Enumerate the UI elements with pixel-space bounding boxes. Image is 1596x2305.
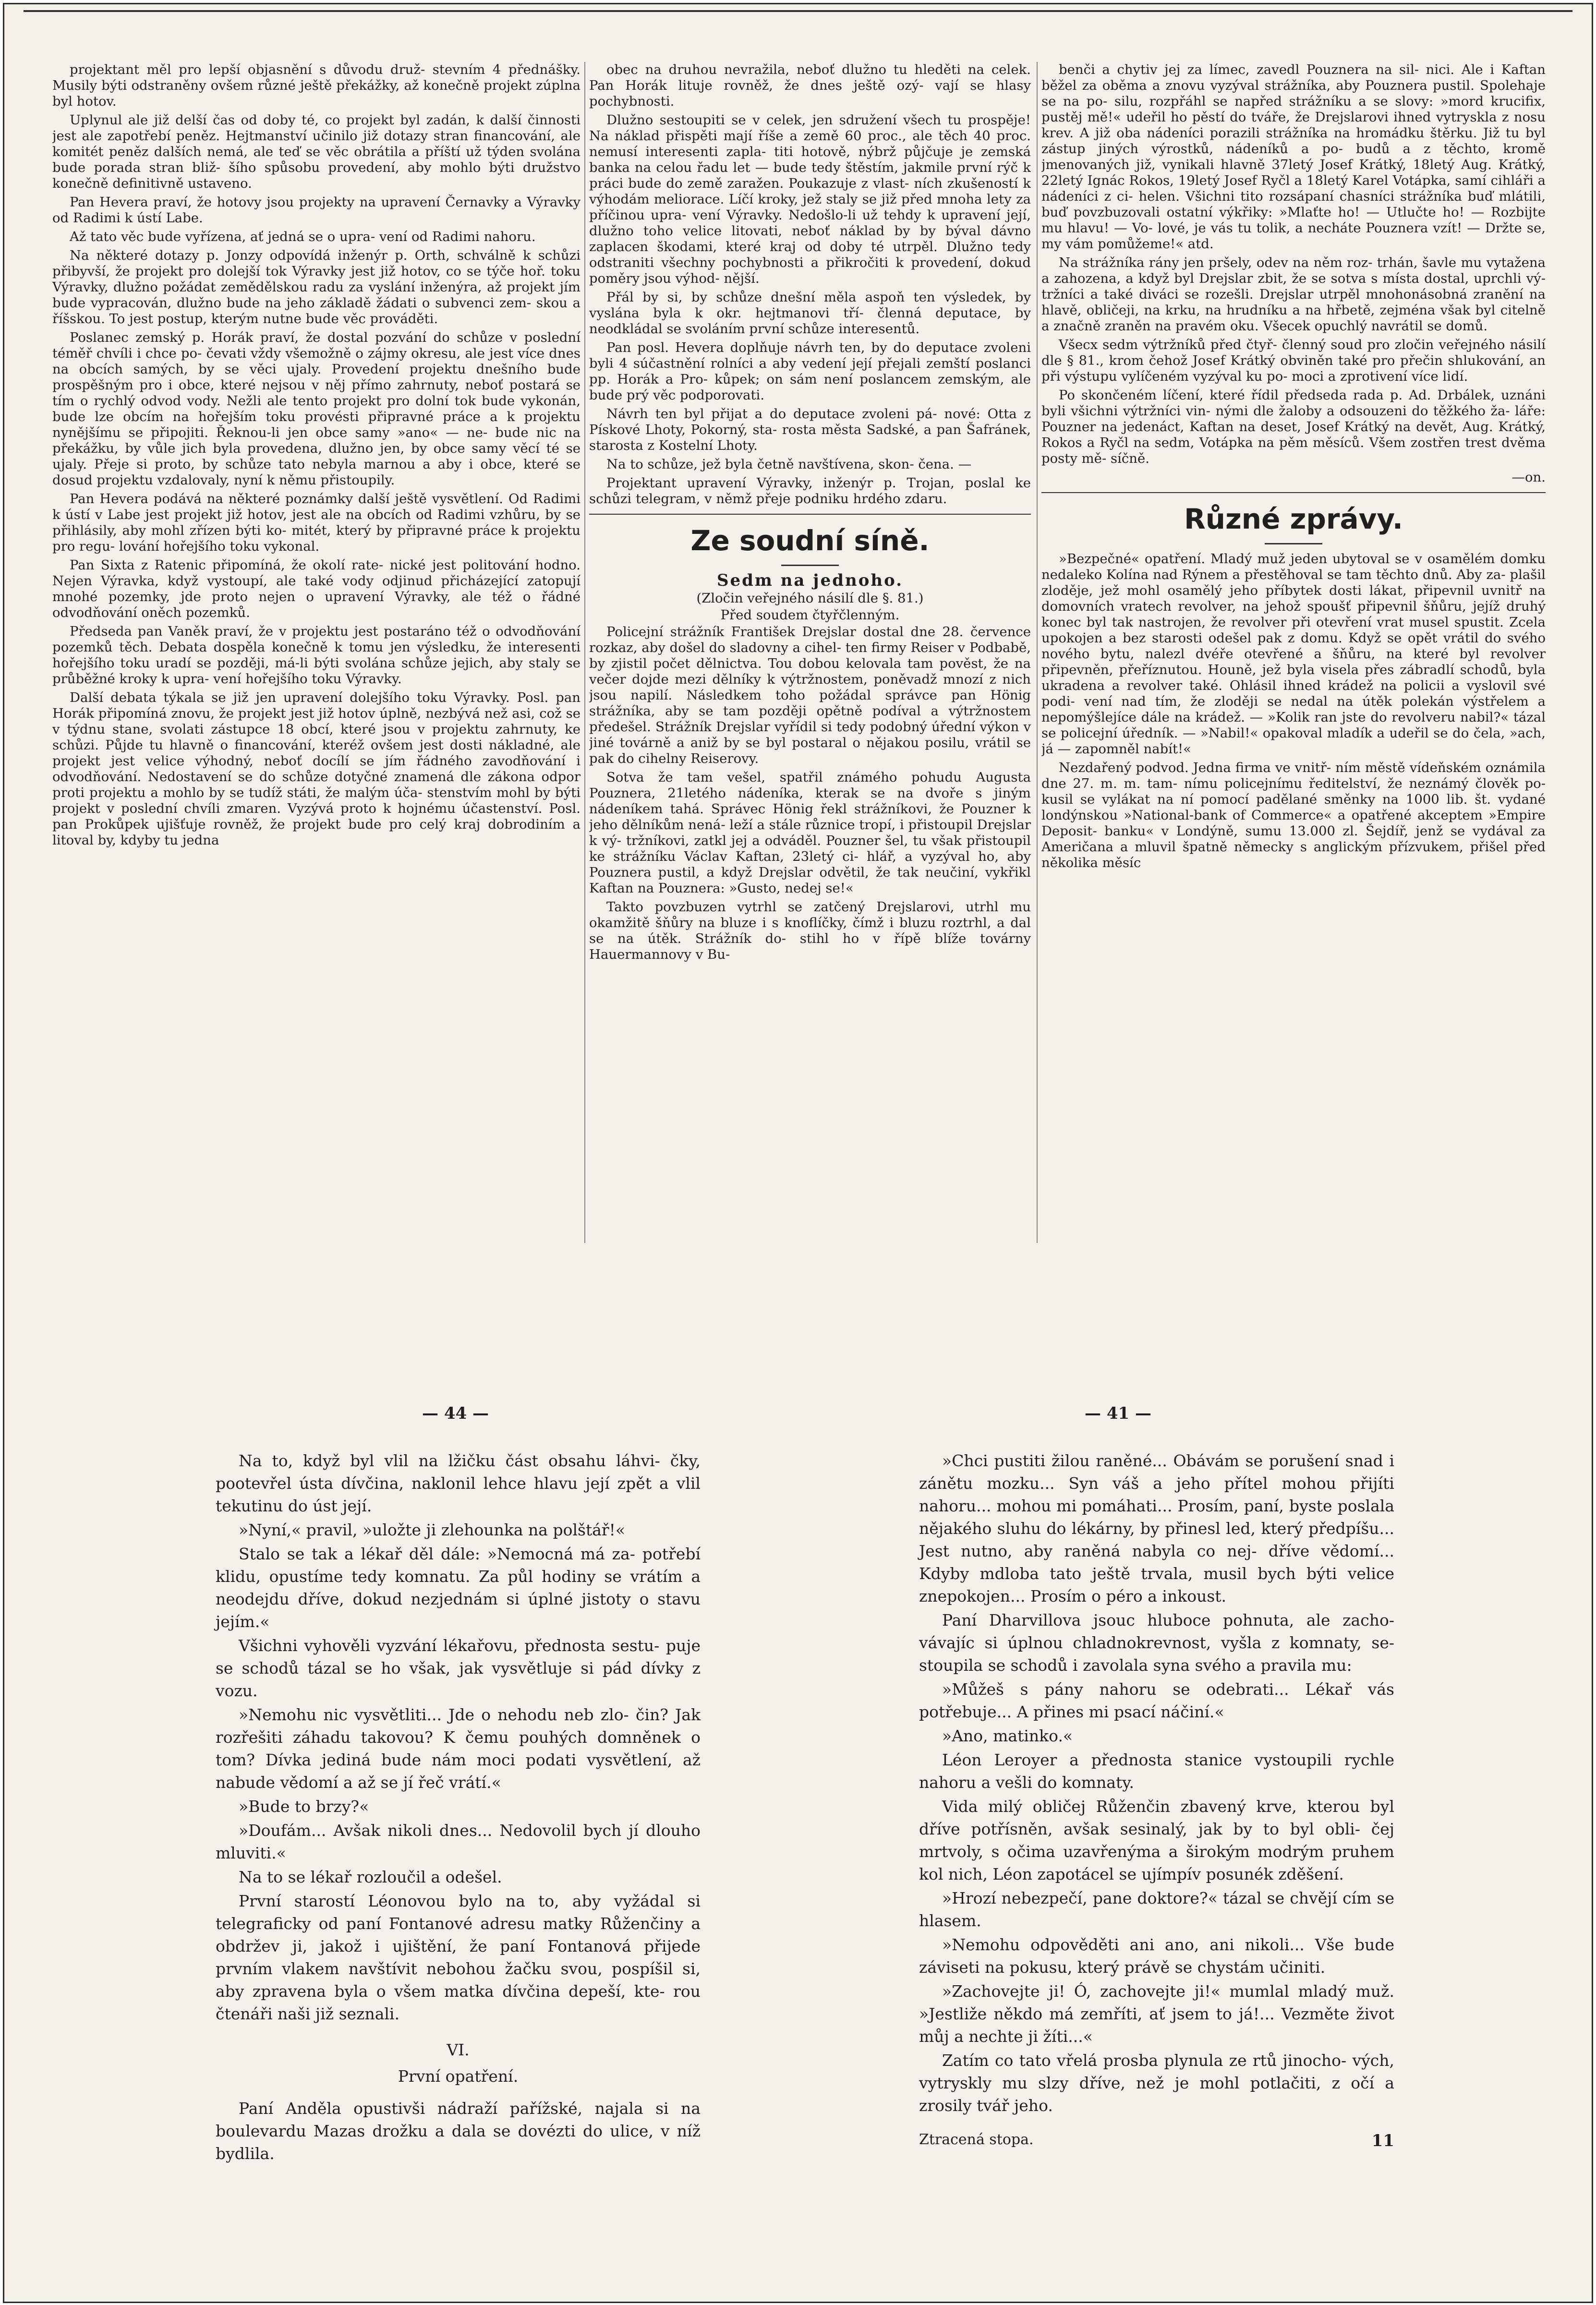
- paragraph: Zatím co tato vřelá prosba plynula ze rtů jinocho- vých, vytryskly mu slzy dříve, než je mohl potlačiti, z očí a zrosily tvář jeho.: [919, 2051, 1394, 2115]
- section-rule: [1041, 492, 1546, 493]
- paragraph: Stalo se tak a lékař děl dále: »Nemocná má za- potřebí klidu, opustíme tedy komnatu. Za půl hodiny se vrátím a neodejdu dříve, dokud nezjednám si úplné jistoty o stavu jejím.«: [216, 1545, 701, 1631]
- paragraph: benči a chytiv jej za límec, zavedl Pouznera na sil- nici. Ale i Kaftan běžel za oběma a znovu vyzýval strážníka, aby Pouznera pustil. Spolehaje se na po- silu, rozpřáhl se napřed strážníku a se slovy: »mord krucifix, pustěj mě!« udeřil ho pěstí do tváře, že Drejslarovi ihned vytryskla z nosu krev. A již oba nádeníci porazili strážníka na hromádku štěrku. Již tu byl zástup jiných výrostků, nádeníků a po- budů a z těchto, kromě jmenovaných již, vynikali hlavně 37letý Josef Krátký, 18letý Aug. Krátký, 22letý Ignác Rokos, 19letý Josef Ryčl a 18letý Karel Votápka, samí cihláři a nádeníci z ci- helen. Všichni tito rozsápaní chasníci strážníka buď mlátili, buď povzbuzovali ostatní výkřiky: »Mlaťte ho! — Utlučte ho! — Rozbijte mu hlavu! — Vo- lové, je vás tu tolik, a necháte Pouznera vzít! — Držte se, my vám pomůžeme!« atd.: [1041, 62, 1546, 252]
- column-1: [52, 62, 580, 1358]
- paragraph: První starostí Léonovou bylo na to, aby vyžádal si telegraficky od paní Fontanové adresu matky Růženčiny a obdržev ji, jakož i ujištění, že paní Fontanová přijede prvním vlakem navštívit nebohou žačku svou, pospíšil si, aby zpravena byla o všem matka dívčina depeší, kte- rou čtenáři naši již seznali.: [216, 1892, 701, 2023]
- novel-right-page: [919, 1449, 1394, 2118]
- paragraph: Sotva že tam vešel, spatřil známého pohudu Augusta Pouznera, 21letého nádeníka, kterak se na dvoře s jiným nádeníkem tahá. Správec Hönig řekl strážníkovi, že Pouzner k jeho dělníkům nená- leží a stále různice tropí, i přistoupil Drejslar k vý- tržníkovi, zatkl jej a odváděl. Pouzner šel, tu však přistoupil ke strážníku Václav Kaftan, 23letý ci- hlář, a vyzýval ho, aby Pouznera pustil, a když Drejslar odvětil, že tak neučiní, vykřikl Kaftan na Pouznera: »Gusto, nedej se!«: [589, 770, 1031, 896]
- court-section-heading: Ze soudní síně.: [690, 524, 930, 557]
- paragraph: Až tato věc bude vyřízena, ať jedná se o upra- vení od Radimi nahoru.: [70, 229, 536, 244]
- paragraph: »Nemohu odpověděti ani ano, ani nikoli... Vše bude záviseti na pokusu, který právě se chystám učiniti.: [919, 1935, 1394, 1977]
- footer-title: Ztracená stopa.: [919, 2131, 1034, 2148]
- paragraph: projektant měl pro lepší objasnění s důvodu druž- stevním 4 přednášky. Musily býti odstraněny ovšem různé ještě překážky, až konečně projekt zúplna byl hotov.: [52, 62, 580, 109]
- paragraph: »Chci pustiti žilou raněné... Obávám se porušení snad i zánětu mozku... Syn váš a jeho přítel mohou přijíti nahoru... mohou mi pomáhati... Prosím, paní, byste poslala nějakého sluhu do lékárny, by přinesl led, který předpíšu... Jest nutno, aby raněná nabyla co nej- dříve vědomí... Kdyby mdloba tato ještě trvala, musil bych býti velice znepokojen... Prosím o péro a inkoust.: [919, 1451, 1394, 1605]
- paragraph: Vida milý obličej Růženčin zbavený krve, kterou byl dříve potřísněn, avšak sesinalý, jak by to byl obli- čej mrtvoly, s očima uzavřenýma a širokým modrým pruhem kol nich, Léon zapotácel se ujímpív posunék zděšení.: [919, 1797, 1394, 1883]
- paragraph: Pan Sixta z Ratenic připomíná, že okolí rate- nické jest politování hodno. Nejen Výravka, když vystoupí, ale také vody odjinud přicházející zatopují mnohé pozemky, jde proto nejen o upravení Výravky, ale též o řádné odvodňování oněch pozemků.: [52, 557, 580, 620]
- paragraph: Další debata týkala se již jen upravení dolejšího toku Výravky. Posl. pan Horák připomíná znovu, že projekt jest již hotov úplně, nezbývá než asi, což se v týdnu stane, svolati zástupce 18 obcí, které jsou v projektu zahrnuty, ke schůzi. Půjde tu hlavně o financování, kteréž ovšem jest dosti nákladné, ale projekt jest velice výhodný, neboť docílí se jím řádného zavodňování i odvodňování. Nedostavení se do schůze dotyčné znamená dle zákona odpor proti projektu a mohlo by se tudíž státi, že malým úča- stenstvím mohl by býti projekt v poslední chvíli zmaren. Vyzývá proto k hojnému účastenství. Posl. pan Prokůpek ujišťuje rovněž, že projekt bude pro celý kraj dobrodiním a litoval by, kdyby tu jedna: [52, 690, 580, 848]
- paragraph: Na strážníka rány jen pršely, odev na něm roz- trhán, šavle mu vytažena a zahozena, a když byl Drejslar zbit, že se sotva s místa dostal, uprchli vý- tržníci a také diváci se rozešli. Drejslar utrpěl mnohonásobná zranění na hlavě, obličeji, na krku, na hrudníku a na hřbetě, zejména však byl citelně a značně zraněn na pravém oku. Všecek opuchlý navrátil se domů.: [1041, 255, 1546, 334]
- paragraph: »Bude to brzy?«: [239, 1797, 369, 1816]
- page-number-right: — 41 —: [1085, 1404, 1151, 1423]
- crime-line: (Zločin veřejného násilí dle §. 81.): [696, 591, 924, 606]
- paragraph: »Hrozí nebezpečí, pane doktore?« tázal se chvějí cím se hlasem.: [919, 1889, 1394, 1930]
- news-item: Nezdařený podvod. Jedna firma ve vnitř- ním městě vídeňském oznámila dne 27. m. m. tam- nímu policejnímu ředitelství, že neznámý člověk po- kusil se vylákat na ní pomocí padělané směnky na 1000 lib. št. vydané londýnskou »National-bank of Commerce« a opatřené akceptem »Empire Deposit- banku« v Londýně, sumu 13.000 zl. Šejdíř, jenž se vydával za Američana a mluvil špatně německy s anglickým přízvukem, přišel před několika měsíc: [1041, 760, 1546, 870]
- paragraph: Na to schůze, jež byla četně navštívena, skon- čena. —: [606, 457, 972, 472]
- paragraph: Poslanec zemský p. Horák praví, že dostal pozvání do schůze v poslední téměř chvíli i chce po- čevati vždy všemožně o zájmy okresu, ale jest více dnes na obcích samých, by se věci ujaly. Provedení projektu dnešního bude prospěšným pro i obce, které nejsou v něj přímo zahrnuty, neboť postará se tím o rychlý odvod vody. Nežli ale tento projekt pro dolní tok bude vykonán, bude lze obcím na hořejším toku provésti připravné práce a k projektu nynějšímu se připojiti. Řeknou-li jen obce samy »ano« — ne- bude nic na překážku, by vůle jich byla provedena, dlužno jen, by obce samy věcí té se ujaly. Přeje si proto, by schůze tato nebyla marnou a aby i obce, které se dosud projektu vzdalovaly, nyní k němu přistoupily.: [52, 330, 580, 488]
- paragraph: Paní Anděla opustivši nádraží pařížské, najala si na boulevardu Mazas drožku a dala se dovézti do ulice, v níž bydlila.: [216, 2099, 701, 2163]
- paragraph: Pan Hevera praví, že hotovy jsou projekty na upravení Černavky a Výravky od Radimi k ústí Labe.: [52, 194, 580, 226]
- author-signature: —on.: [1511, 470, 1546, 485]
- chapter-number: VI.: [447, 2040, 470, 2059]
- paragraph: »Zachovejte ji! Ó, zachovejte ji!« mumlal mladý muž. »Jestliže někdo má zemříti, ať jsem to já!... Vezměte život můj a nechte ji žíti...«: [919, 1982, 1394, 2046]
- paragraph: Pan posl. Hevera doplňuje návrh ten, by do deputace zvoleni byli 4 súčastnění rolníci a aby vedení její přejali zemští poslanci pp. Horák a Pro- kůpek; on sám není poslancem zemským, ale bude prý věc podporovati.: [589, 340, 1031, 403]
- page-number-left: — 44 —: [422, 1404, 489, 1423]
- novel-left-page: [216, 1449, 701, 2166]
- news-item: »Bezpečné« opatření. Mladý muž jeden ubytoval se v osamělém domku nedaleko Kolína nad Rýnem a přestěhoval se tam těchto dnů. Aby za- plašil zloděje, jež mohl osamělý jeho příbytek dosti lákat, připevnil uvnitř na domovních vratech revolver, na jehož spoušť připevnil šňůru, jejíž druhý konec byl tak nastrojen, že revolver při otevření vrat musel spustit. Zcela upokojen a bez starosti odešel pak z domu. Když se opět vrátil do svého nového bytu, nalezl dvéře otevřené a šňůru, na které byl revolver připevněn, přeříznutou. Houně, jež byla visela přes zábradlí schodů, byla ukradena a revolver také. Ohlásil ihned krádež na policii a vyslovil své podi- vení nad tím, že zloději se nedal na útěk polekán výstřelem a nepomýšlejíce dále na krádež. — »Kolik ran jste do revolveru nabil?« tázal se policejní úředník. — »Nabil!« opakoval mladík a udeřil se do čela, »ach, já — zapomněl nabít!«: [1041, 551, 1546, 757]
- paragraph: Takto povzbuzen vytrhl se zatčený Drejslarovi, utrhl mu okamžitě šňůry na bluze i s knoflíčky, čímž i bluzu roztrhl, a dal se na útěk. Strážník do- stihl ho v řípě blíže továrny Hauermannovy v Bu-: [589, 899, 1031, 962]
- paragraph: »Můžeš s pány nahoru se odebrati... Lékař vás potřebuje... A přines mi psací náčiní.«: [919, 1680, 1394, 1721]
- paragraph: Přál by si, by schůze dnešní měla aspoň ten výsledek, by vyslána byla k okr. hejtmanovi tří- členná deputace, by neodkládal se svoláním první schůze interesentů.: [589, 290, 1031, 337]
- paragraph: Všichni vyhověli vyzvání lékařovu, přednosta sestu- puje se schodů tázal se ho však, jak vysvětluje si pád dívky z vozu.: [216, 1636, 701, 1700]
- newspaper-page: [3, 3, 1593, 2303]
- heading-rule: [1265, 543, 1322, 544]
- article-title: Sedm na jednoho.: [716, 571, 904, 590]
- paragraph: Projektant upravení Výravky, inženýr p. Trojan, poslal ke schůzi telegram, v němž přeje podniku hrdého zdaru.: [589, 475, 1031, 507]
- paragraph: Návrh ten byl přijat a do deputace zvoleni pá- nové: Otta z Pískové Lhoty, Pokorný, sta- rosta města Sadské, a pan Šafránek, starosta z Kostelní Lhoty.: [589, 406, 1031, 453]
- paragraph: Uplynul ale již delší čas od doby té, co projekt byl zadán, k další činnosti jest ale zapotřebí peněz. Hejtmanství učinilo již dotazy stran financování, ale komitét peněz dalších nemá, ale teď se věc obrátila a příští už týden svolána bude porada stran bliž- šího spůsobu provedení, aby mohlo býti družstvo konečně definitivně ustaveno.: [52, 112, 580, 191]
- paragraph: Léon Leroyer a přednosta stanice vystoupili rychle nahoru a vešli do komnaty.: [919, 1750, 1394, 1792]
- paragraph: »Doufám... Avšak nikoli dnes... Nedovolil bych jí dlouho mluviti.«: [216, 1821, 701, 1862]
- section-rule: [589, 514, 1031, 515]
- heading-rule: [781, 565, 839, 566]
- paragraph: Po skončeném líčení, které řídil předseda rada p. Ad. Drbálek, uznáni byli všichni výtržníci vin- nými dle žaloby a odsouzeni do těžkého ža- láře: Pouzner na jedenáct, Kaftan na deset, Josef Krátký na devět, Aug. Krátký, Rokos a Ryčl na sedm, Votápka na pěm měsíců. Všem zostřen trest dvěma posty mě- síčně.: [1041, 387, 1546, 466]
- court-line: Před soudem čtyřčlenným.: [720, 607, 900, 623]
- paragraph: Předseda pan Vaněk praví, že v projektu jest postaráno též o odvodňování pozemků těch. Debata dospěla konečně k tomu jen výsledku, že interesenti hořejšího toku uradí se později, má-li býti svolána schůze jejich, aby staly se průběžné kroky k upra- vení hořejšího toku Výravky.: [52, 624, 580, 687]
- column-2: [589, 62, 1031, 1358]
- paragraph: Na některé dotazy p. Jonzy odpovídá inženýr p. Orth, schválně k schůzi přibyvší, že projekt pro dolejší tok Výravky jest již hotov, co se týče hoř. toku Výravky, dlužno požádat zemědělskou radu za vyslání inženýra, až projekt jím bude vypracován, dlužno bude na jeho základě žádati o subvenci zem- skou a říšskou. To jest postup, kterým nutne bude věc prováděti.: [52, 248, 580, 326]
- paragraph: »Nemohu nic vysvětliti... Jde o nehodu neb zlo- čin? Jak rozřešiti záhadu takovou? K čemu pouhých domněnek o tom? Dívka jediná bude nám moci podati vysvětlení, až nabude vědomí a až se jí řeč vrátí.«: [216, 1705, 701, 1792]
- paragraph: »Ano, matinko.«: [942, 1726, 1073, 1745]
- paragraph: Policejní strážník František Drejslar dostal dne 28. července rozkaz, aby došel do sladovny a cihel- ten firmy Reiser v Podbabě, by zjistil počet dělnictva. Tou dobou kelovala tam pověst, že na večer dojde mezi dělníky k výtržnostem, poněvadž mnozí z nich jsou napilí. Následkem toho požádal správce pan Hönig strážníka, aby se tam později opětně podíval a výtržnostem předešel. Strážník Drejslar vyřídil si tedy podobný úřední výkon v jiné továrně a aniž by se byl postaral o nějakou posilu, vrátil se pak do cihelny Reiserovy.: [589, 624, 1031, 766]
- upper-page-columns: [52, 62, 1546, 1358]
- chapter-title: První opatření.: [398, 2067, 519, 2086]
- paragraph: »Nyní,« pravil, »uložte ji zlehounka na polštář!«: [239, 1521, 626, 1539]
- top-rule: [24, 10, 1572, 12]
- footer-page-number: 11: [1371, 2131, 1394, 2150]
- column-3: [1041, 62, 1546, 1358]
- paragraph: obec na druhou nevražila, neboť dlužno tu hleděti na celek. Pan Horák lituje rovněž, že dnes ještě ozý- vají se hlasy pochybnosti.: [589, 62, 1031, 109]
- paragraph: Dlužno sestoupiti se v celek, jen sdružení všech tu prospěje! Na náklad přispěti mají říše a země 60 proc., ale těch 40 proc. nemusí interesenti zapla- titi hotově, nýbrž půjčuje je zemská banka na celou řadu let — bude tedy štěstím, jakmile první rýč k práci bude do země zaražen. Poukazuje z vlast- ních zkušeností k výhodám meliorace. Líčí kroky, jež staly se již před mnoha lety za příčinou upra- vení Výravky. Nedošlo-li už tehdy k upravení její, dlužno toho velice litovati, neboť náklad by by býval dávno zaplacen škodami, které kraj od doby té utrpěl. Dlužno tedy odstraniti všechny pochybnosti a přikročiti k provedení, dokud poměry jsou výhod- nější.: [589, 112, 1031, 286]
- paragraph: Na to se lékař rozloučil a odešel.: [239, 1868, 502, 1886]
- paragraph: Pan Hevera podává na některé poznámky další ještě vysvětlení. Od Radimi k ústí v Labe jest projekt již hotov, jest ale na obcích od Radimi vzhůru, by se přihlásily, aby mohl zřízen býti ko- mitét, který by připravné práce k projektu pro regu- lování hořejšího toku vykonal.: [52, 491, 580, 554]
- paragraph: Všecx sedm výtržníků před čtyř- členný soud pro zločin veřejného násilí dle § 81., krom čehož Josef Krátký obviněn také pro přečin shlukování, an při výstupu vylíčeném vyzýval ku po- moci a zprotivení více lidí.: [1041, 337, 1546, 384]
- paragraph: Paní Dharvillova jsouc hluboce pohnuta, ale zacho- vávajíc si úplnou chladnokrevnost, vyšla z komnaty, se- stoupila se schodů i zavolala syna svého a pravila mu:: [919, 1611, 1394, 1675]
- paragraph: Na to, když byl vlil na lžičku část obsahu láhvi- čky, pootevřel ústa dívčina, naklonil lehce hlavu její zpět a vlil tekutinu do úst její.: [216, 1451, 701, 1515]
- news-section-heading: Různé zprávy.: [1184, 503, 1403, 535]
